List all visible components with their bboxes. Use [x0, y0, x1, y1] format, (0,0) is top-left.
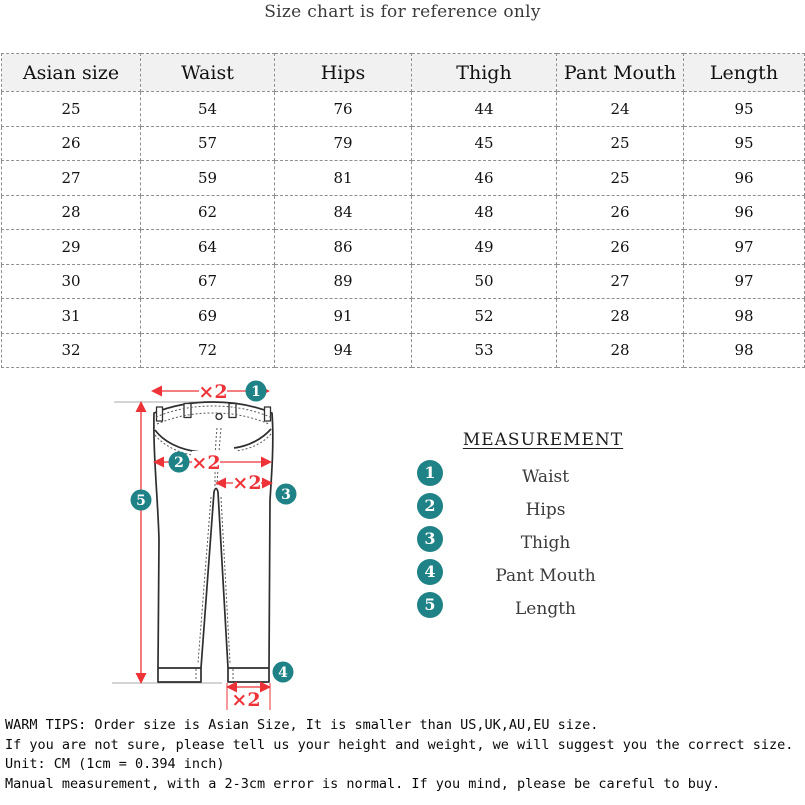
- table-row: [2, 333, 805, 368]
- size-table-body: [2, 92, 805, 368]
- length-marker-number: 5: [136, 493, 146, 509]
- table-cell: 53: [412, 333, 557, 368]
- size-table: [1, 53, 805, 368]
- table-row: [2, 195, 805, 230]
- legend-item: [403, 493, 683, 526]
- table-cell: 86: [275, 230, 412, 265]
- table-cell: 50: [412, 264, 557, 299]
- table-cell: 26: [2, 126, 141, 161]
- table-cell: 76: [275, 92, 412, 127]
- table-cell: 26: [557, 230, 684, 265]
- legend-item-badge: 1: [417, 460, 443, 486]
- table-cell: 97: [684, 264, 805, 299]
- legend-item-label: Hips: [525, 499, 566, 520]
- waist-marker-number: 1: [251, 384, 261, 400]
- thigh-multiplier-label: ×2: [232, 472, 262, 494]
- table-cell: 98: [684, 299, 805, 334]
- pant-mouth-marker-number: 4: [278, 665, 288, 681]
- table-cell: 57: [141, 126, 275, 161]
- warm-tips: [5, 716, 803, 795]
- table-cell: 98: [684, 333, 805, 368]
- table-cell: 29: [2, 230, 141, 265]
- page-title: Size chart is for reference only: [264, 2, 541, 22]
- table-row: [2, 264, 805, 299]
- table-row: [2, 299, 805, 334]
- column-header: Asian size: [2, 54, 141, 92]
- legend-item-label: Pant Mouth: [495, 565, 596, 586]
- table-cell: 54: [141, 92, 275, 127]
- table-cell: 91: [275, 299, 412, 334]
- column-header: Thigh: [412, 54, 557, 92]
- table-cell: 28: [2, 195, 141, 230]
- table-cell: 46: [412, 161, 557, 196]
- table-cell: 27: [557, 264, 684, 299]
- warm-tips-line: If you are not sure, please tell us your height and weight, we will suggest you the correct size.: [5, 736, 794, 753]
- warm-tips-line: Unit: CM (1cm = 0.394 inch): [5, 756, 225, 773]
- table-cell: 27: [2, 161, 141, 196]
- column-header: Waist: [141, 54, 275, 92]
- table-cell: 26: [557, 195, 684, 230]
- measurement-legend: [403, 430, 683, 625]
- table-cell: 45: [412, 126, 557, 161]
- thigh-marker-number: 3: [281, 487, 291, 503]
- belt-loop: [229, 404, 236, 418]
- table-cell: 94: [275, 333, 412, 368]
- arrowhead-up-icon: [136, 401, 147, 412]
- table-cell: 48: [412, 195, 557, 230]
- table-cell: 25: [557, 161, 684, 196]
- belt-loop: [265, 407, 271, 421]
- legend-title: MEASUREMENT: [462, 430, 624, 450]
- size-table-container: [1, 53, 805, 368]
- table-cell: 69: [141, 299, 275, 334]
- table-row: [2, 161, 805, 196]
- table-cell: 72: [141, 333, 275, 368]
- warm-tips-line: WARM TIPS: Order size is Asian Size, It is smaller than US,UK,AU,EU size.: [5, 717, 599, 733]
- arrowhead-right-icon: [260, 682, 271, 693]
- legend-item-badge: 5: [417, 592, 443, 618]
- legend-item-badge: 3: [417, 526, 443, 552]
- table-cell: 64: [141, 230, 275, 265]
- warm-tips-line: Manual measurement, with a 2-3cm error is normal. If you mind, please be careful to buy.: [5, 776, 721, 793]
- pants-drawing: [154, 402, 273, 682]
- pant-mouth-multiplier-label: ×2: [231, 689, 261, 711]
- legend-item: [403, 526, 683, 559]
- waist-multiplier-label: ×2: [198, 381, 228, 403]
- legend-item-label: Thigh: [520, 532, 571, 553]
- table-cell: 97: [684, 230, 805, 265]
- table-cell: 89: [275, 264, 412, 299]
- arrowhead-left-icon: [151, 386, 162, 397]
- table-cell: 25: [2, 92, 141, 127]
- table-cell: 25: [557, 126, 684, 161]
- table-cell: 32: [2, 333, 141, 368]
- table-cell: 28: [557, 299, 684, 334]
- table-row: [2, 230, 805, 265]
- table-header-row: [2, 54, 805, 92]
- arrowhead-down-icon: [136, 673, 147, 684]
- legend-item-label: Waist: [521, 466, 570, 487]
- legend-item-badge: 4: [417, 559, 443, 585]
- table-cell: 62: [141, 195, 275, 230]
- legend-item: [403, 559, 683, 592]
- table-cell: 96: [684, 195, 805, 230]
- column-header: Pant Mouth: [557, 54, 684, 92]
- legend-items: [403, 460, 683, 625]
- table-row: [2, 92, 805, 127]
- table-cell: 95: [684, 126, 805, 161]
- hips-multiplier-label: ×2: [191, 452, 221, 474]
- waist-button: [216, 414, 222, 420]
- belt-loop: [157, 407, 163, 421]
- table-cell: 44: [412, 92, 557, 127]
- table-cell: 30: [2, 264, 141, 299]
- table-cell: 31: [2, 299, 141, 334]
- table-cell: 81: [275, 161, 412, 196]
- table-cell: 95: [684, 92, 805, 127]
- legend-item: [403, 592, 683, 625]
- table-cell: 49: [412, 230, 557, 265]
- column-header: Length: [684, 54, 805, 92]
- table-cell: 24: [557, 92, 684, 127]
- pants-diagram: [0, 370, 380, 715]
- table-cell: 84: [275, 195, 412, 230]
- table-cell: 59: [141, 161, 275, 196]
- hips-marker-number: 2: [174, 455, 184, 471]
- legend-item-badge: 2: [417, 493, 443, 519]
- column-header: Hips: [275, 54, 412, 92]
- table-cell: 52: [412, 299, 557, 334]
- table-row: [2, 126, 805, 161]
- legend-item-label: Length: [515, 598, 576, 619]
- table-cell: 79: [275, 126, 412, 161]
- table-cell: 28: [557, 333, 684, 368]
- legend-item: [403, 460, 683, 493]
- table-cell: 67: [141, 264, 275, 299]
- table-cell: 96: [684, 161, 805, 196]
